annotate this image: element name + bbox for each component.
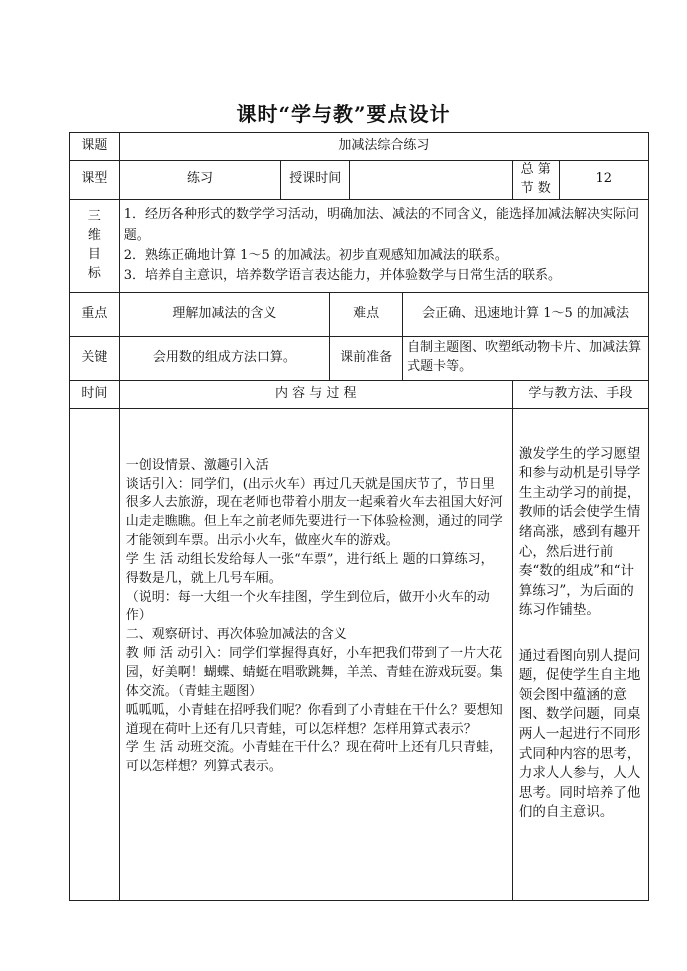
- content-paragraph: 呱呱呱，小青蛙在招呼我们呢？你看到了小青蛙在干什么？要想知道现在荷叶上还有几只青蛙，可以怎样想？怎样用算式表示？: [125, 702, 503, 737]
- method-paragraph: 通过看图向别人提问题，促使学生自主地领会图中蕴涵的意图、数学问题，同桌两人一起进行不同形式同种内容的思考，力求人人参与，人人思考。同时培养了他们的自主意识。: [518, 647, 641, 821]
- time-cell: [70, 408, 120, 900]
- content-paragraph: 二、观察研讨、再次体验加减法的含义: [125, 627, 347, 643]
- difficulty-value: 会正确、迅速地计算 1～5 的加减法: [403, 292, 649, 336]
- content-paragraph: 一创设情景、激趣引入活: [125, 457, 269, 473]
- header-row: [70, 380, 649, 408]
- lesson-plan-table: [69, 132, 649, 901]
- difficulty-label: 难点: [330, 292, 403, 336]
- content-paragraph: （说明：每一大组一个火车挂图，学生到位后，做开小火车的动作）: [125, 589, 490, 624]
- topic-value: 加减法综合练习: [119, 133, 648, 161]
- prep-value: 自制主题图、吹塑纸动物卡片、加减法算式题卡等。: [403, 336, 649, 380]
- content-paragraph: 学 生 活 动班交流。小青蛙在干什么？现在荷叶上还有几只青蛙，可以怎样想？列算式表示。: [125, 740, 503, 775]
- content-column-header: 内 容 与 过 程: [119, 380, 512, 408]
- goals-label-char: 目: [87, 246, 101, 262]
- key-row: [70, 336, 649, 380]
- method-column-header: 学与教方法、手段: [512, 380, 648, 408]
- time-value: [350, 161, 513, 200]
- focus-value: 理解加减法的含义: [119, 292, 329, 336]
- body-row: [70, 408, 649, 900]
- content-paragraph: 教 师 活 动引入：同学们掌握得真好，小车把我们带到了一片大花园，好美啊！蝴蝶、蜻蜓在唱歌跳舞，羊羔、青蛙在游戏玩耍。集体交流。（青蛙主题图）: [125, 646, 503, 699]
- content-cell: [119, 408, 512, 900]
- total-value: 12: [559, 161, 648, 200]
- goals-content: [119, 199, 648, 292]
- topic-label: 课题: [70, 133, 120, 161]
- goal-item: 3．培养自主意识，培养数学语言表达能力，并体验数学与日常生活的联系。: [123, 267, 562, 283]
- topic-row: [70, 133, 649, 161]
- prep-label: 课前准备: [330, 336, 403, 380]
- page-title: 课时“学与教”要点设计: [236, 102, 451, 126]
- key-label: 关键: [70, 336, 120, 380]
- total-label: 总 第 节 数: [512, 161, 559, 200]
- type-value: 练习: [119, 161, 281, 200]
- method-cell: [512, 408, 648, 900]
- key-value: 会用数的组成方法口算。: [119, 336, 329, 380]
- type-label: 课型: [70, 161, 120, 200]
- goal-item: 2．熟练正确地计算 1～5 的加减法。初步直观感知加减法的联系。: [123, 247, 508, 263]
- focus-label: 重点: [70, 292, 120, 336]
- focus-row: [70, 292, 649, 336]
- goals-row: [70, 199, 649, 292]
- type-row: [70, 161, 649, 200]
- method-paragraph: 激发学生的学习愿望和参与动机是引导学生主动学习的前提，教师的话会使学生情绪高涨，感到有趣开心，然后进行前奏“数的组成”和“计算练习”，为后面的练习作铺垫。: [518, 445, 641, 619]
- goal-item: 1．经历各种形式的数学学习活动，明确加法、减法的不同含义，能选择加减法解决实际问题。: [123, 207, 640, 243]
- method-spacer: [519, 621, 642, 647]
- goals-label-char: 维: [87, 227, 101, 243]
- goals-label-char: 标: [87, 265, 101, 281]
- time-column-header: 时间: [70, 380, 120, 408]
- time-label: 授课时间: [281, 161, 350, 200]
- goals-label-char: 三: [87, 209, 101, 224]
- content-paragraph: 学 生 活 动组长发给每人一张“车票”，进行纸上 题的口算练习，得数是几，就上几号车厢。: [125, 551, 494, 586]
- content-paragraph: 谈话引入：同学们，(出示火车）再过几天就是国庆节了，节日里很多人去旅游，现在老师也带着小朋友一起乘着火车去祖国大好河山走走瞧瞧。但上车之前老师先要进行一下体验检测，通过的同学才能领到车票。出示小火车，做座火车的游戏。: [125, 476, 503, 549]
- goals-label: [70, 199, 120, 292]
